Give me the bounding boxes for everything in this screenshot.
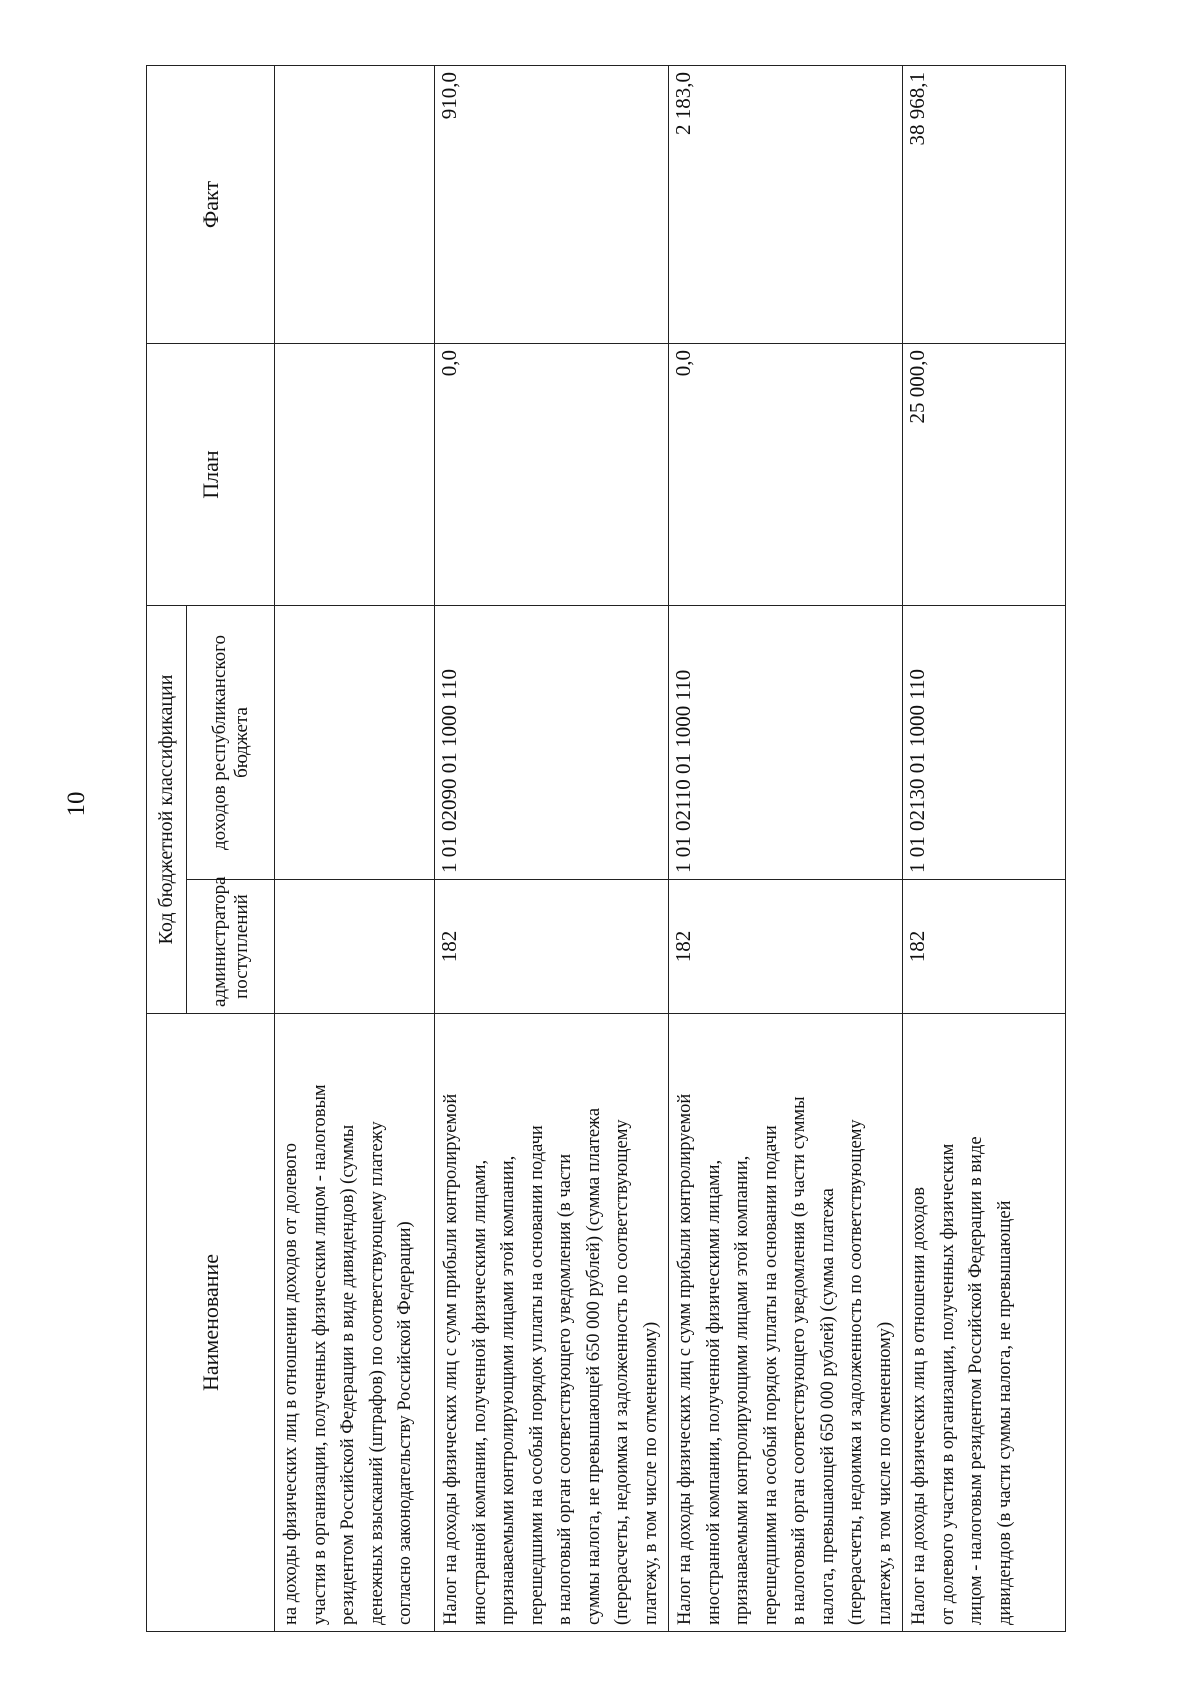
row-fact xyxy=(275,66,435,344)
row-plan: 0,0 xyxy=(669,344,903,606)
name-line: платежу, в том числе по отмененному) xyxy=(874,1321,895,1625)
name-line: суммы налога, не превышающей 650 000 рублей) (сумма платежа xyxy=(583,1107,604,1625)
name-line: Налог на доходы физических лиц с сумм прибыли контролируемой xyxy=(441,1093,461,1625)
header-income-code: доходов республиканского бюджета xyxy=(187,606,275,880)
table-body xyxy=(275,66,1066,1632)
row-name xyxy=(903,1014,1066,1632)
row-administrator: 182 xyxy=(435,880,669,1014)
name-line: Налог на доходы физических лиц с сумм прибыли контролируемой xyxy=(675,1093,695,1625)
table-row xyxy=(903,66,1066,1632)
header-row-top xyxy=(147,66,187,1632)
row-administrator: 182 xyxy=(903,880,1066,1014)
row-fact: 2 183,0 xyxy=(669,66,903,344)
name-line: иностранной компании, полученной физическими лицами, xyxy=(469,1159,490,1625)
header-plan: План xyxy=(147,344,275,606)
row-name xyxy=(669,1014,903,1632)
name-line: в налоговый орган соответствующего уведомления (в части xyxy=(555,1153,575,1625)
name-line: (перерасчеты, недоимка и задолженность по соответствующему xyxy=(846,1119,866,1625)
name-line: резидентом Российской Федерации в виде дивидендов) (суммы xyxy=(338,1124,358,1625)
row-income-code xyxy=(275,606,435,880)
name-line: дивидендов (в части суммы налога, не превышающей xyxy=(994,1200,1015,1625)
name-line: признаваемыми контролирующими лицами этой компании, xyxy=(732,1155,752,1625)
name-line: лицом - налоговым резидентом Российской Федерации в виде xyxy=(966,1136,986,1625)
name-line: (перерасчеты, недоимка и задолженность по соответствующему xyxy=(612,1119,632,1625)
budget-income-table xyxy=(146,65,1066,1632)
name-line: на доходы физических лиц в отношении доходов от долевого xyxy=(281,1142,301,1625)
row-administrator xyxy=(275,880,435,1014)
table-row xyxy=(275,66,435,1632)
row-plan: 0,0 xyxy=(435,344,669,606)
name-line: в налоговый орган соответствующего уведомления (в части суммы xyxy=(789,1096,809,1625)
row-plan: 25 000,0 xyxy=(903,344,1066,606)
name-line: перешедшими на особый порядок уплаты на основании подачи xyxy=(760,1125,781,1625)
row-income-code: 1 01 02090 01 1000 110 xyxy=(435,606,669,880)
row-fact: 38 968,1 xyxy=(903,66,1066,344)
name-line: денежных взысканий (штрафов) по соответствующему платежу xyxy=(366,1121,387,1625)
name-line: участия в организации, полученных физическим лицом - налоговым xyxy=(309,1084,330,1625)
name-line: перешедшими на особый порядок уплаты на основании подачи xyxy=(526,1125,547,1625)
table-row xyxy=(435,66,669,1632)
row-income-code: 1 01 02130 01 1000 110 xyxy=(903,606,1066,880)
table-row xyxy=(669,66,903,1632)
name-line: Налог на доходы физических лиц в отношении доходов xyxy=(909,1186,929,1625)
row-plan xyxy=(275,344,435,606)
rotated-table-wrapper xyxy=(146,66,1066,1632)
row-name xyxy=(435,1014,669,1632)
row-administrator: 182 xyxy=(669,880,903,1014)
header-name: Наименование xyxy=(147,1014,275,1632)
name-line: от долевого участия в организации, полученных физическим xyxy=(937,1143,958,1625)
name-line: платежу, в том числе по отмененному) xyxy=(640,1321,661,1625)
header-administrator: администратора поступлений xyxy=(187,880,275,1014)
name-line: признаваемыми контролирующими лицами этой компании, xyxy=(498,1155,518,1625)
header-fact: Факт xyxy=(147,66,275,344)
name-line: согласно законодательству Российской Федерации) xyxy=(395,1221,415,1625)
page-number: 10 xyxy=(63,791,90,817)
name-line: иностранной компании, полученной физическими лицами, xyxy=(703,1159,724,1625)
row-fact: 910,0 xyxy=(435,66,669,344)
row-income-code: 1 01 02110 01 1000 110 xyxy=(669,606,903,880)
header-code-group: Код бюджетной классификации xyxy=(147,606,187,1014)
name-line: налога, превышающей 650 000 рублей) (сумма платежа xyxy=(817,1188,838,1625)
row-name xyxy=(275,1014,435,1632)
